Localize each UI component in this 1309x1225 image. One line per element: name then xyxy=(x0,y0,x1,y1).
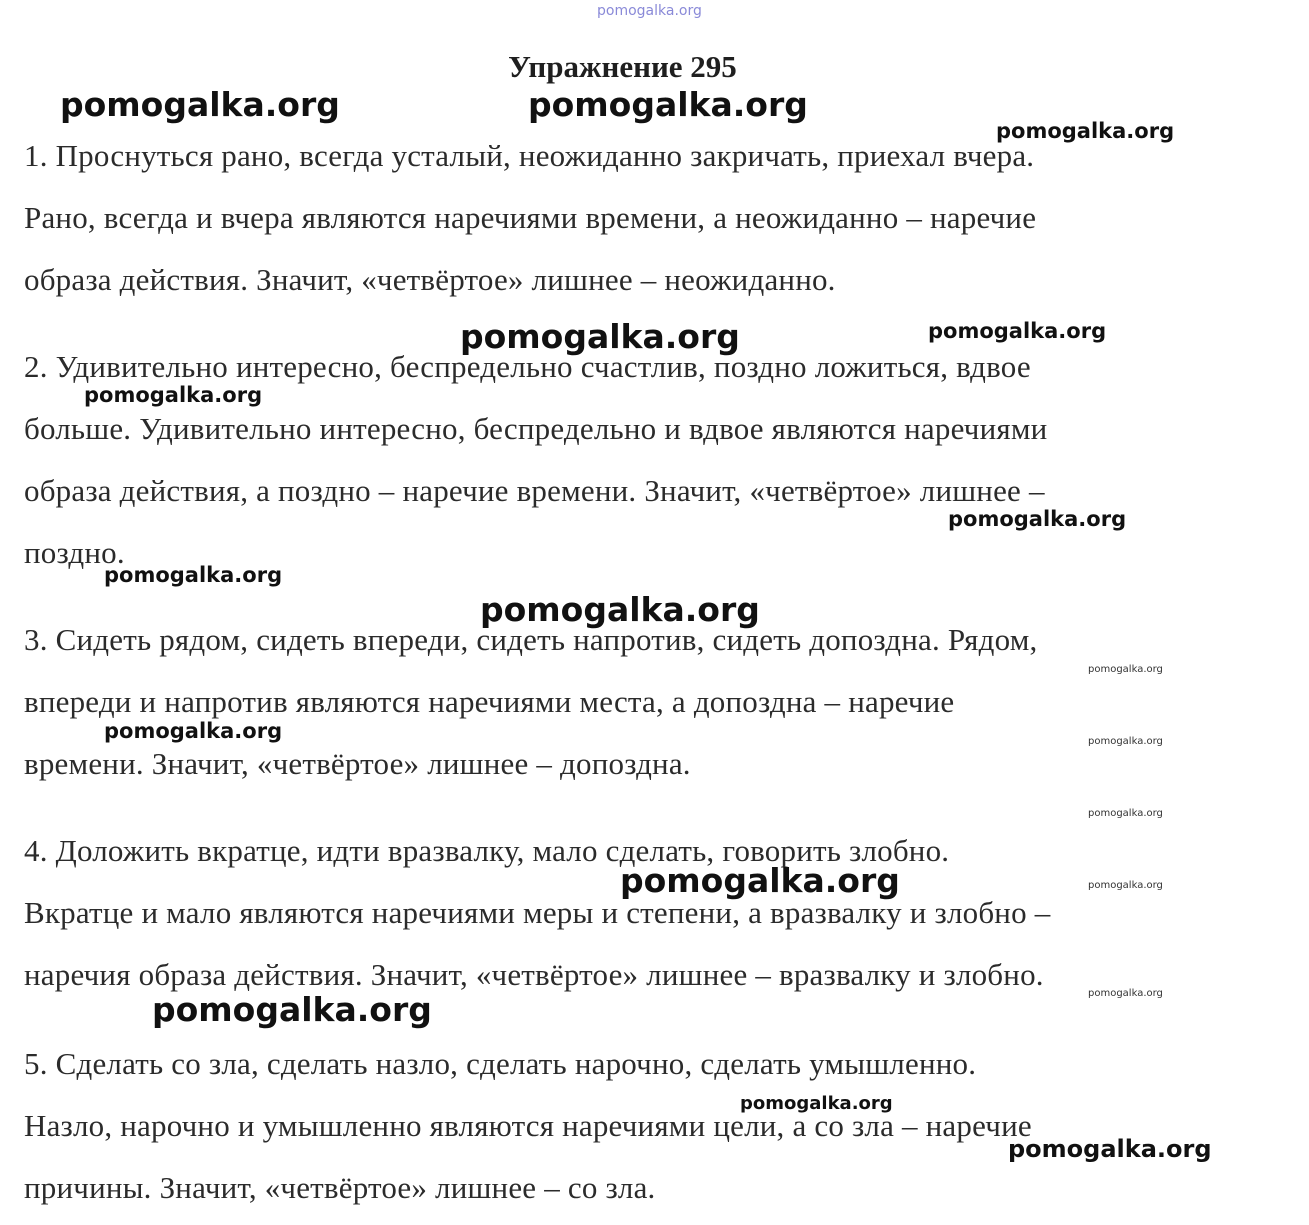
text-line-4: 2. Удивительно интересно, беспредельно счастлив, поздно ложиться, вдвое xyxy=(24,349,1031,384)
watermark: pomogalka.org xyxy=(84,383,263,407)
text-line-15: Назло, нарочно и умышленно являются наречиями цели, а со зла – наречие xyxy=(24,1108,1032,1143)
watermark: pomogalka.org xyxy=(996,119,1175,143)
text-line-14: 5. Сделать со зла, сделать назло, сделать нарочно, сделать умышленно. xyxy=(24,1046,977,1081)
watermark: pomogalka.org xyxy=(948,507,1127,531)
watermark: pomogalka.org xyxy=(104,719,283,743)
watermark-small: pomogalka.org xyxy=(1088,988,1163,999)
watermark: pomogalka.org xyxy=(152,990,432,1029)
watermark: pomogalka.org xyxy=(60,85,340,124)
text-line-3: образа действия. Значит, «четвёртое» лишнее – неожиданно. xyxy=(24,262,836,297)
text-line-13: наречия образа действия. Значит, «четвёртое» лишнее – вразвалку и злобно. xyxy=(24,957,1044,992)
watermark: pomogalka.org xyxy=(528,85,808,124)
text-line-7: поздно. xyxy=(24,535,125,570)
text-line-16: причины. Значит, «четвёртое» лишнее – со зла. xyxy=(24,1170,656,1205)
text-line-2: Рано, всегда и вчера являются наречиями времени, а неожиданно – наречие xyxy=(24,200,1037,235)
watermark: pomogalka.org xyxy=(740,1093,893,1114)
text-line-8: 3. Сидеть рядом, сидеть впереди, сидеть напротив, сидеть допоздна. Рядом, xyxy=(24,622,1038,657)
watermark-small: pomogalka.org xyxy=(1088,664,1163,675)
watermark: pomogalka.org xyxy=(928,319,1107,343)
watermark: pomogalka.org xyxy=(1008,1135,1212,1163)
watermark-small: pomogalka.org xyxy=(1088,880,1163,891)
text-line-12: Вкратце и мало являются наречиями меры и степени, а вразвалку и злобно – xyxy=(24,895,1051,930)
text-line-5: больше. Удивительно интересно, беспредельно и вдвое являются наречиями xyxy=(24,411,1048,446)
text-line-1: 1. Проснуться рано, всегда усталый, неожиданно закричать, приехал вчера. xyxy=(24,138,1035,173)
watermark-small: pomogalka.org xyxy=(1088,736,1163,747)
text-line-6: образа действия, а поздно – наречие времени. Значит, «четвёртое» лишнее – xyxy=(24,473,1045,508)
text-line-9: впереди и напротив являются наречиями места, а допоздна – наречие xyxy=(24,684,955,719)
watermark: pomogalka.org xyxy=(620,861,900,900)
watermark: pomogalka.org xyxy=(480,590,760,629)
text-line-11: 4. Доложить вкратце, идти вразвалку, мало сделать, говорить злобно. xyxy=(24,833,950,868)
watermark-top: pomogalka.org xyxy=(597,3,702,19)
text-line-10: времени. Значит, «четвёртое» лишнее – допоздна. xyxy=(24,746,691,781)
watermark: pomogalka.org xyxy=(460,317,740,356)
watermark-small: pomogalka.org xyxy=(1088,808,1163,819)
page-title: Упражнение 295 xyxy=(508,49,737,84)
watermark: pomogalka.org xyxy=(104,563,283,587)
